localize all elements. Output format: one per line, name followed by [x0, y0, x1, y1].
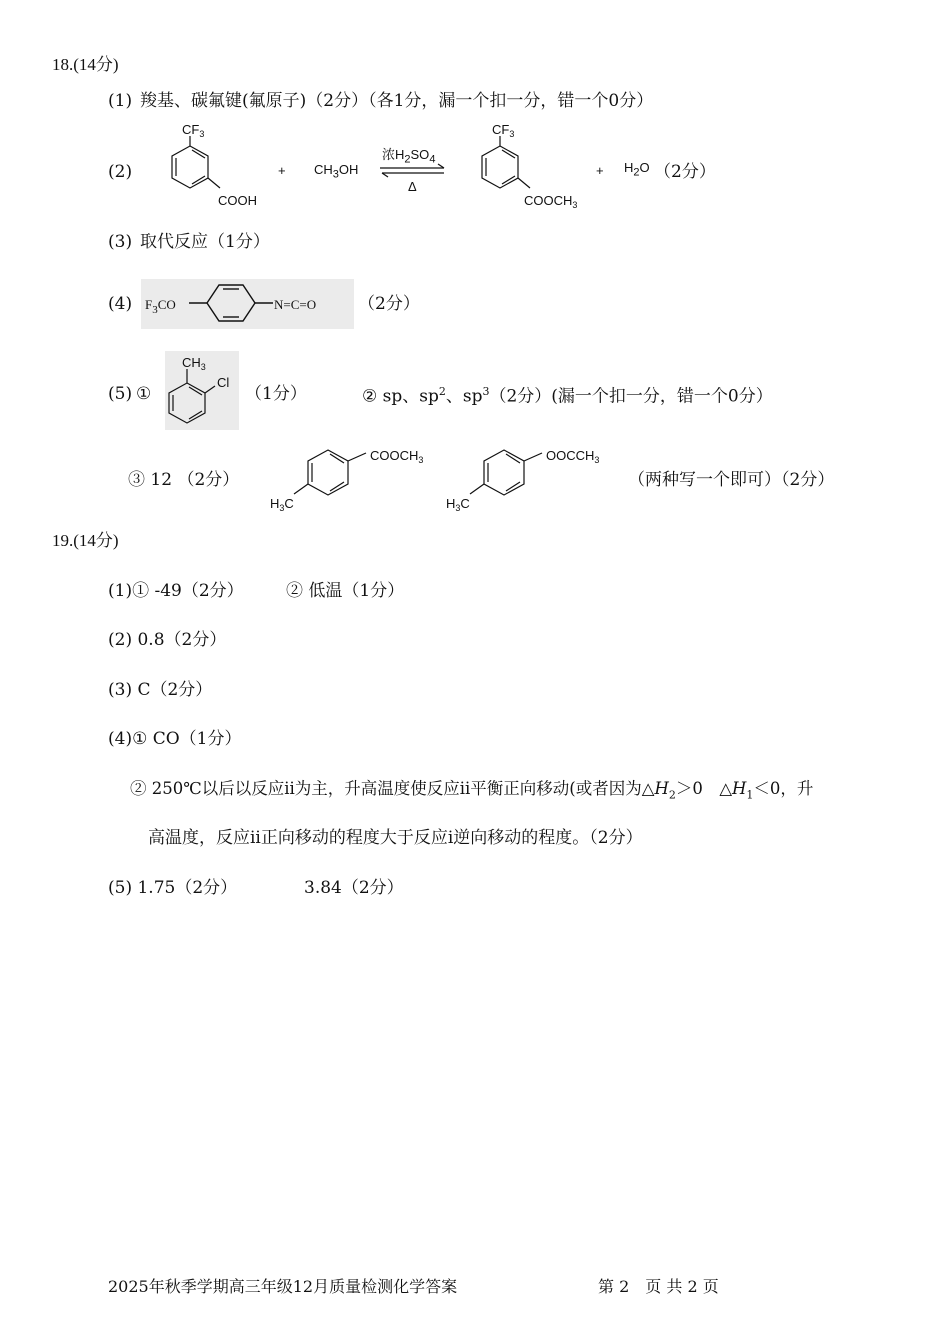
q18-p2-score: （2分）: [654, 162, 716, 182]
reactant-benzoic-acid-structure: [150, 122, 270, 218]
q19-p5-part-1: (5) 1.75（2分）: [108, 878, 238, 898]
q18-p5-part-2: ② sp、$sp^2$、$sp^3(2$分）(漏一个扣一分，错一个0分）: [362, 385, 773, 407]
q19-header: 19.(14分): [52, 531, 119, 550]
isomer-methyl-ester-structure: [264, 440, 444, 520]
water-formula: $H_2O$: [624, 160, 650, 179]
q19-p5-part-2: 3.84（2分）: [304, 878, 404, 898]
svg-text:F3CO: $F_3CO$: [145, 297, 176, 316]
q18-p4-score: （2分）: [358, 294, 420, 314]
equilibrium-arrow: [378, 164, 448, 178]
q19-p1-part-1: (1)① -49（2分）: [108, 581, 244, 601]
footer-page-number: 第 2 页 共 2 页: [598, 1277, 719, 1296]
q19-p4-part-2-line-2: 高温度，反应ii正向移动的程度大于反应i逆向移动的程度。（2分）: [148, 828, 643, 848]
q18-p5-score-1: （1分）: [245, 384, 307, 404]
svg-text:OOCCH3: $OOCCH_3$: [546, 448, 600, 465]
q18-p5-number: (5): [108, 384, 133, 404]
footer-title: 2025年秋季学期高三年级12月质量检测化学答案: [108, 1277, 458, 1296]
plus-sign: +: [596, 163, 604, 178]
q19-p3-answer: (3) C（2分）: [108, 680, 213, 700]
q18-p5-circled-1: ①: [136, 384, 152, 404]
reaction-condition-heat: Δ: [408, 179, 417, 194]
q19-p2-answer: (2) 0.8（2分）: [108, 630, 227, 650]
isomer-acetate-ester-structure: [440, 440, 630, 520]
svg-text:Cl: Cl: [217, 375, 230, 390]
q18-p1-answer: 羧基、碳氟键(氟原子)（2分）（各1分，漏一个扣一分，错一个0分）: [140, 91, 654, 111]
q18-p4-number: (4): [108, 294, 133, 314]
q18-header: 18.(14分): [52, 55, 119, 74]
q19-p4-part-2-line-1: ② 250℃以后以反应ii为主，升高温度使反应ii平衡正向移动(或者因为$\triangle H_2>0$ $\triangle H_1<0$，升: [130, 779, 814, 802]
reaction-condition-top: 浓$H_2SO_4$: [382, 147, 436, 166]
q19-p1-part-2: ② 低温（1分）: [286, 581, 405, 601]
methanol-formula: $CH_3OH$: [314, 162, 359, 181]
svg-text:CH3: $CH_3$: [182, 355, 206, 372]
q19-p4-part-1: (4)① CO（1分）: [108, 729, 242, 749]
q18-p4-isocyanate-structure: [141, 279, 354, 329]
svg-text:CF3: $CF_3$: [182, 122, 205, 139]
2-chlorotoluene-structure: [165, 351, 239, 430]
svg-text:COOCH3: $COOCH_3$: [524, 193, 578, 210]
svg-text:COOH: COOH: [218, 193, 257, 208]
svg-text:H3C: $H_3C$: [270, 496, 294, 513]
q18-p5-part-3: ③ 12 （2分）: [128, 470, 240, 490]
q18-p1-number: (1): [108, 91, 133, 111]
svg-text:CF3: $CF_3$: [492, 122, 515, 139]
svg-text:H3C: $H_3C$: [446, 496, 470, 513]
q18-p2-number: (2): [108, 162, 133, 182]
q18-p3-answer: 取代反应（1分）: [140, 232, 270, 252]
product-methyl-ester-structure: [460, 122, 600, 218]
q18-p5-note: （两种写一个即可）（2分）: [628, 470, 835, 490]
plus-sign: +: [278, 163, 286, 178]
svg-text:COOCH3: $COOCH_3$: [370, 448, 424, 465]
q18-p3-number: (3): [108, 232, 133, 252]
svg-text:N=C=O: N=C=O: [274, 297, 317, 312]
